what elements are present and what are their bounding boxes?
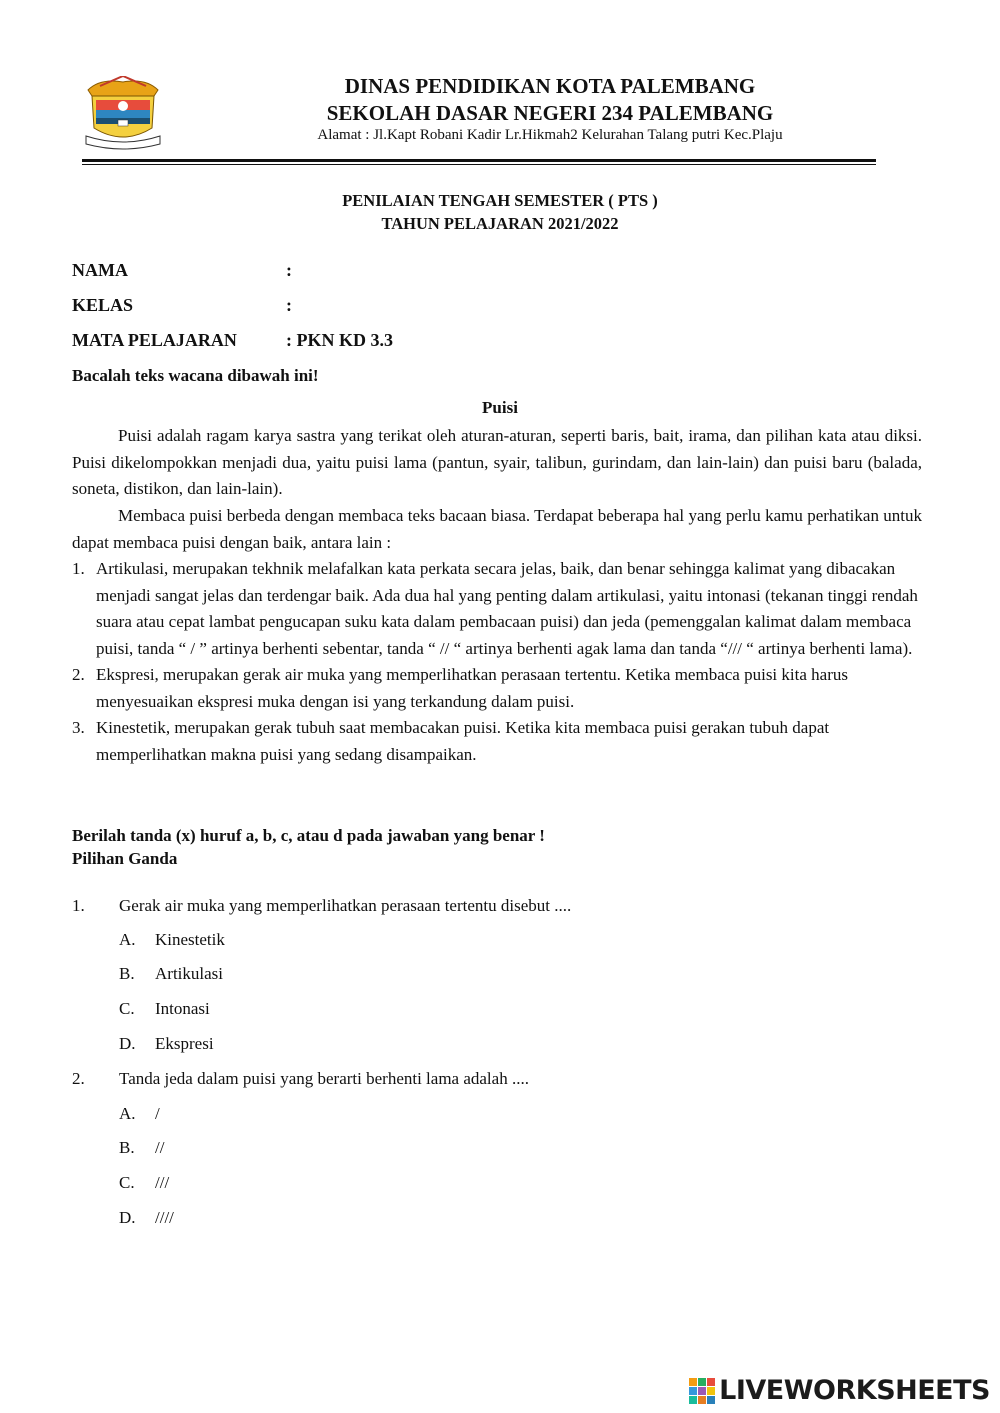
header-divider-thin — [82, 164, 876, 165]
option-text: Kinestetik — [155, 930, 225, 949]
option-text: Intonasi — [155, 999, 210, 1018]
list-item — [72, 662, 922, 715]
question-number: 2. — [72, 1069, 85, 1088]
exam-year: TAHUN PELAJARAN 2021/2022 — [381, 214, 619, 233]
field-kelas[interactable] — [72, 295, 292, 316]
tips-list — [72, 556, 922, 768]
school-address: Alamat : Jl.Kapt Robani Kadir Lr.Hikmah2 Kelurahan Talang putri Kec.Plaju — [317, 127, 783, 143]
question-number: 1. — [72, 896, 85, 915]
option-text: //// — [155, 1208, 174, 1227]
section-title: Pilihan Ganda — [72, 849, 178, 868]
field-nama[interactable] — [72, 260, 292, 281]
list-item-number: 2. — [72, 665, 85, 684]
option-letter: C. — [119, 1173, 135, 1192]
q2-option-d[interactable] — [119, 1208, 174, 1228]
header-divider — [82, 159, 876, 162]
option-letter: A. — [119, 930, 136, 949]
agency-name: DINAS PENDIDIKAN KOTA PALEMBANG — [344, 74, 756, 98]
field-value: : PKN KD 3.3 — [286, 330, 393, 350]
q1-option-d[interactable] — [119, 1034, 214, 1054]
exam-title: PENILAIAN TENGAH SEMESTER ( PTS ) — [342, 191, 658, 210]
field-label: NAMA — [72, 260, 128, 280]
option-letter: C. — [119, 999, 135, 1018]
q2-option-b[interactable] — [119, 1138, 164, 1158]
option-letter: B. — [119, 964, 135, 983]
school-name: SEKOLAH DASAR NEGERI 234 PALEMBANG — [326, 101, 774, 125]
option-text: Ekspresi — [155, 1034, 214, 1053]
q1-option-a[interactable] — [119, 930, 225, 950]
field-value: : — [286, 295, 292, 315]
list-item-text: Artikulasi, merupakan tekhnik melafalkan kata perkata secara jelas, baik, dan benar sehingga kalimat yang dibacakan menjadi sangat jelas dan terdengar baik. Ada dua hal yang penting dalam artikulasi, yaitu intonasi (tekanan tinggi rendah suara atau cepat lambat pengucapan suku kata dalam pembacaan puisi) dan jeda (pemenggalan kalimat dalam membaca puisi, tanda “ / ” artinya berhenti sebentar, tanda “ // “ artinya berhenti agak lama dan tanda “/// “ artinya berhenti lama). — [96, 559, 918, 658]
paragraph-1: Puisi adalah ragam karya sastra yang terikat oleh aturan-aturan, seperti baris, bait, irama, dan pilihan kata atau diksi. Puisi dikelompokkan menjadi dua, yaitu puisi lama (pantun, syair, talibun, gurindam, dan lain-lain) dan puisi baru (balada, soneta, distikon, dan lain-lain). — [72, 426, 922, 498]
answer-instruction: Berilah tanda (x) huruf a, b, c, atau d pada jawaban yang benar ! — [72, 826, 545, 845]
option-letter: A. — [119, 1104, 136, 1123]
q2-option-a[interactable] — [119, 1104, 160, 1124]
field-label: KELAS — [72, 295, 134, 315]
text-title-label: Puisi — [482, 398, 518, 417]
liveworksheets-logo-icon — [689, 1378, 715, 1404]
question-text: Tanda jeda dalam puisi yang berarti berhenti lama adalah .... — [119, 1069, 529, 1088]
option-letter: D. — [119, 1034, 136, 1053]
option-text: /// — [155, 1173, 170, 1192]
watermark-text: LIVEWORKSHEETS — [719, 1375, 990, 1406]
question-text: Gerak air muka yang memperlihatkan perasaan tertentu disebut .... — [119, 896, 572, 915]
list-item-text: Ekspresi, merupakan gerak air muka yang memperlihatkan perasaan tertentu. Ketika membaca puisi kita harus menyesuaikan ekspresi muka dengan isi yang terkandung dalam puisi. — [96, 665, 848, 711]
field-mata-pelajaran — [72, 330, 393, 351]
question-2 — [72, 1069, 529, 1089]
text-title — [0, 398, 1000, 418]
list-item — [72, 715, 922, 768]
q2-option-c[interactable] — [119, 1173, 169, 1193]
q1-option-c[interactable] — [119, 999, 210, 1019]
list-item-number: 3. — [72, 718, 85, 737]
question-1 — [72, 896, 571, 916]
field-label: MATA PELAJARAN — [72, 330, 237, 350]
field-value: : — [286, 260, 292, 280]
list-item — [72, 556, 922, 662]
list-item-number: 1. — [72, 559, 85, 578]
reading-instruction: Bacalah teks wacana dibawah ini! — [72, 366, 319, 385]
q1-option-b[interactable] — [119, 964, 223, 984]
option-text: Artikulasi — [155, 964, 223, 983]
list-item-text: Kinestetik, merupakan gerak tubuh saat membacakan puisi. Ketika kita membaca puisi gerakan tubuh dapat memperlihatkan makna puisi yang sedang disampaikan. — [96, 718, 830, 764]
paragraph-2: Membaca puisi berbeda dengan membaca teks bacaan biasa. Terdapat beberapa hal yang perlu kamu perhatikan untuk dapat membaca puisi dengan baik, antara lain : — [72, 506, 922, 552]
option-text: / — [155, 1104, 160, 1123]
option-text: // — [155, 1138, 165, 1157]
liveworksheets-watermark — [689, 1375, 990, 1406]
option-letter: D. — [119, 1208, 136, 1227]
option-letter: B. — [119, 1138, 135, 1157]
